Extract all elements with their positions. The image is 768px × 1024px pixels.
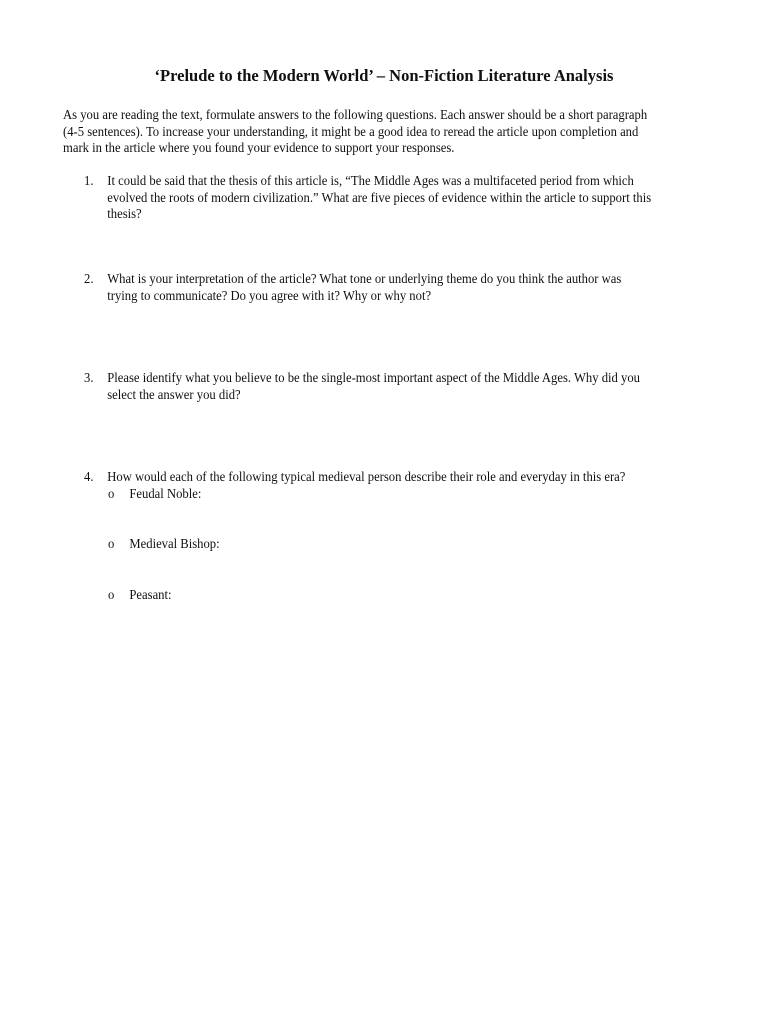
question-number: 1. bbox=[84, 173, 94, 188]
question-number: 4. bbox=[84, 469, 94, 484]
question-line: How would each of the following typical medieval person describe their role and everyday in this era? bbox=[107, 469, 626, 484]
question-number: 2. bbox=[84, 271, 94, 286]
document-title: ‘Prelude to the Modern World’ – Non-Fiction Literature Analysis bbox=[154, 66, 614, 85]
bullet-marker: o bbox=[108, 587, 115, 602]
question-text bbox=[107, 469, 625, 486]
instructions-line: mark in the article where you found your evidence to support your responses. bbox=[63, 140, 455, 155]
instructions-paragraph bbox=[63, 107, 677, 157]
question-text bbox=[107, 370, 640, 403]
instructions-line: As you are reading the text, formulate answers to the following questions. Each answer should be a short paragraph bbox=[63, 107, 648, 122]
question-line: What is your interpretation of the article? What tone or underlying theme do you think the author was bbox=[107, 271, 622, 286]
question-number: 3. bbox=[84, 370, 94, 385]
sub-item-label: Feudal Noble: bbox=[129, 486, 202, 501]
question-line: thesis? bbox=[107, 206, 142, 221]
bullet-marker: o bbox=[108, 536, 115, 551]
question-line: It could be said that the thesis of this article is, “The Middle Ages was a multifaceted period from which bbox=[107, 173, 634, 188]
question-line: trying to communicate? Do you agree with it? Why or why not? bbox=[107, 287, 432, 303]
question-text bbox=[107, 271, 621, 304]
question-line: evolved the roots of modern civilization.” What are five pieces of evidence within the article to support this bbox=[107, 189, 652, 205]
instructions-line: (4-5 sentences). To increase your understanding, it might be a good idea to reread the article upon completion and bbox=[63, 123, 639, 139]
sub-item-label: Medieval Bishop: bbox=[129, 536, 220, 551]
question-line: Please identify what you believe to be the single-most important aspect of the Middle Ages. Why did you bbox=[107, 370, 640, 385]
sub-item-label: Peasant: bbox=[129, 587, 172, 602]
bullet-marker: o bbox=[108, 486, 115, 501]
question-line: select the answer you did? bbox=[107, 386, 241, 402]
question-text bbox=[107, 173, 651, 223]
